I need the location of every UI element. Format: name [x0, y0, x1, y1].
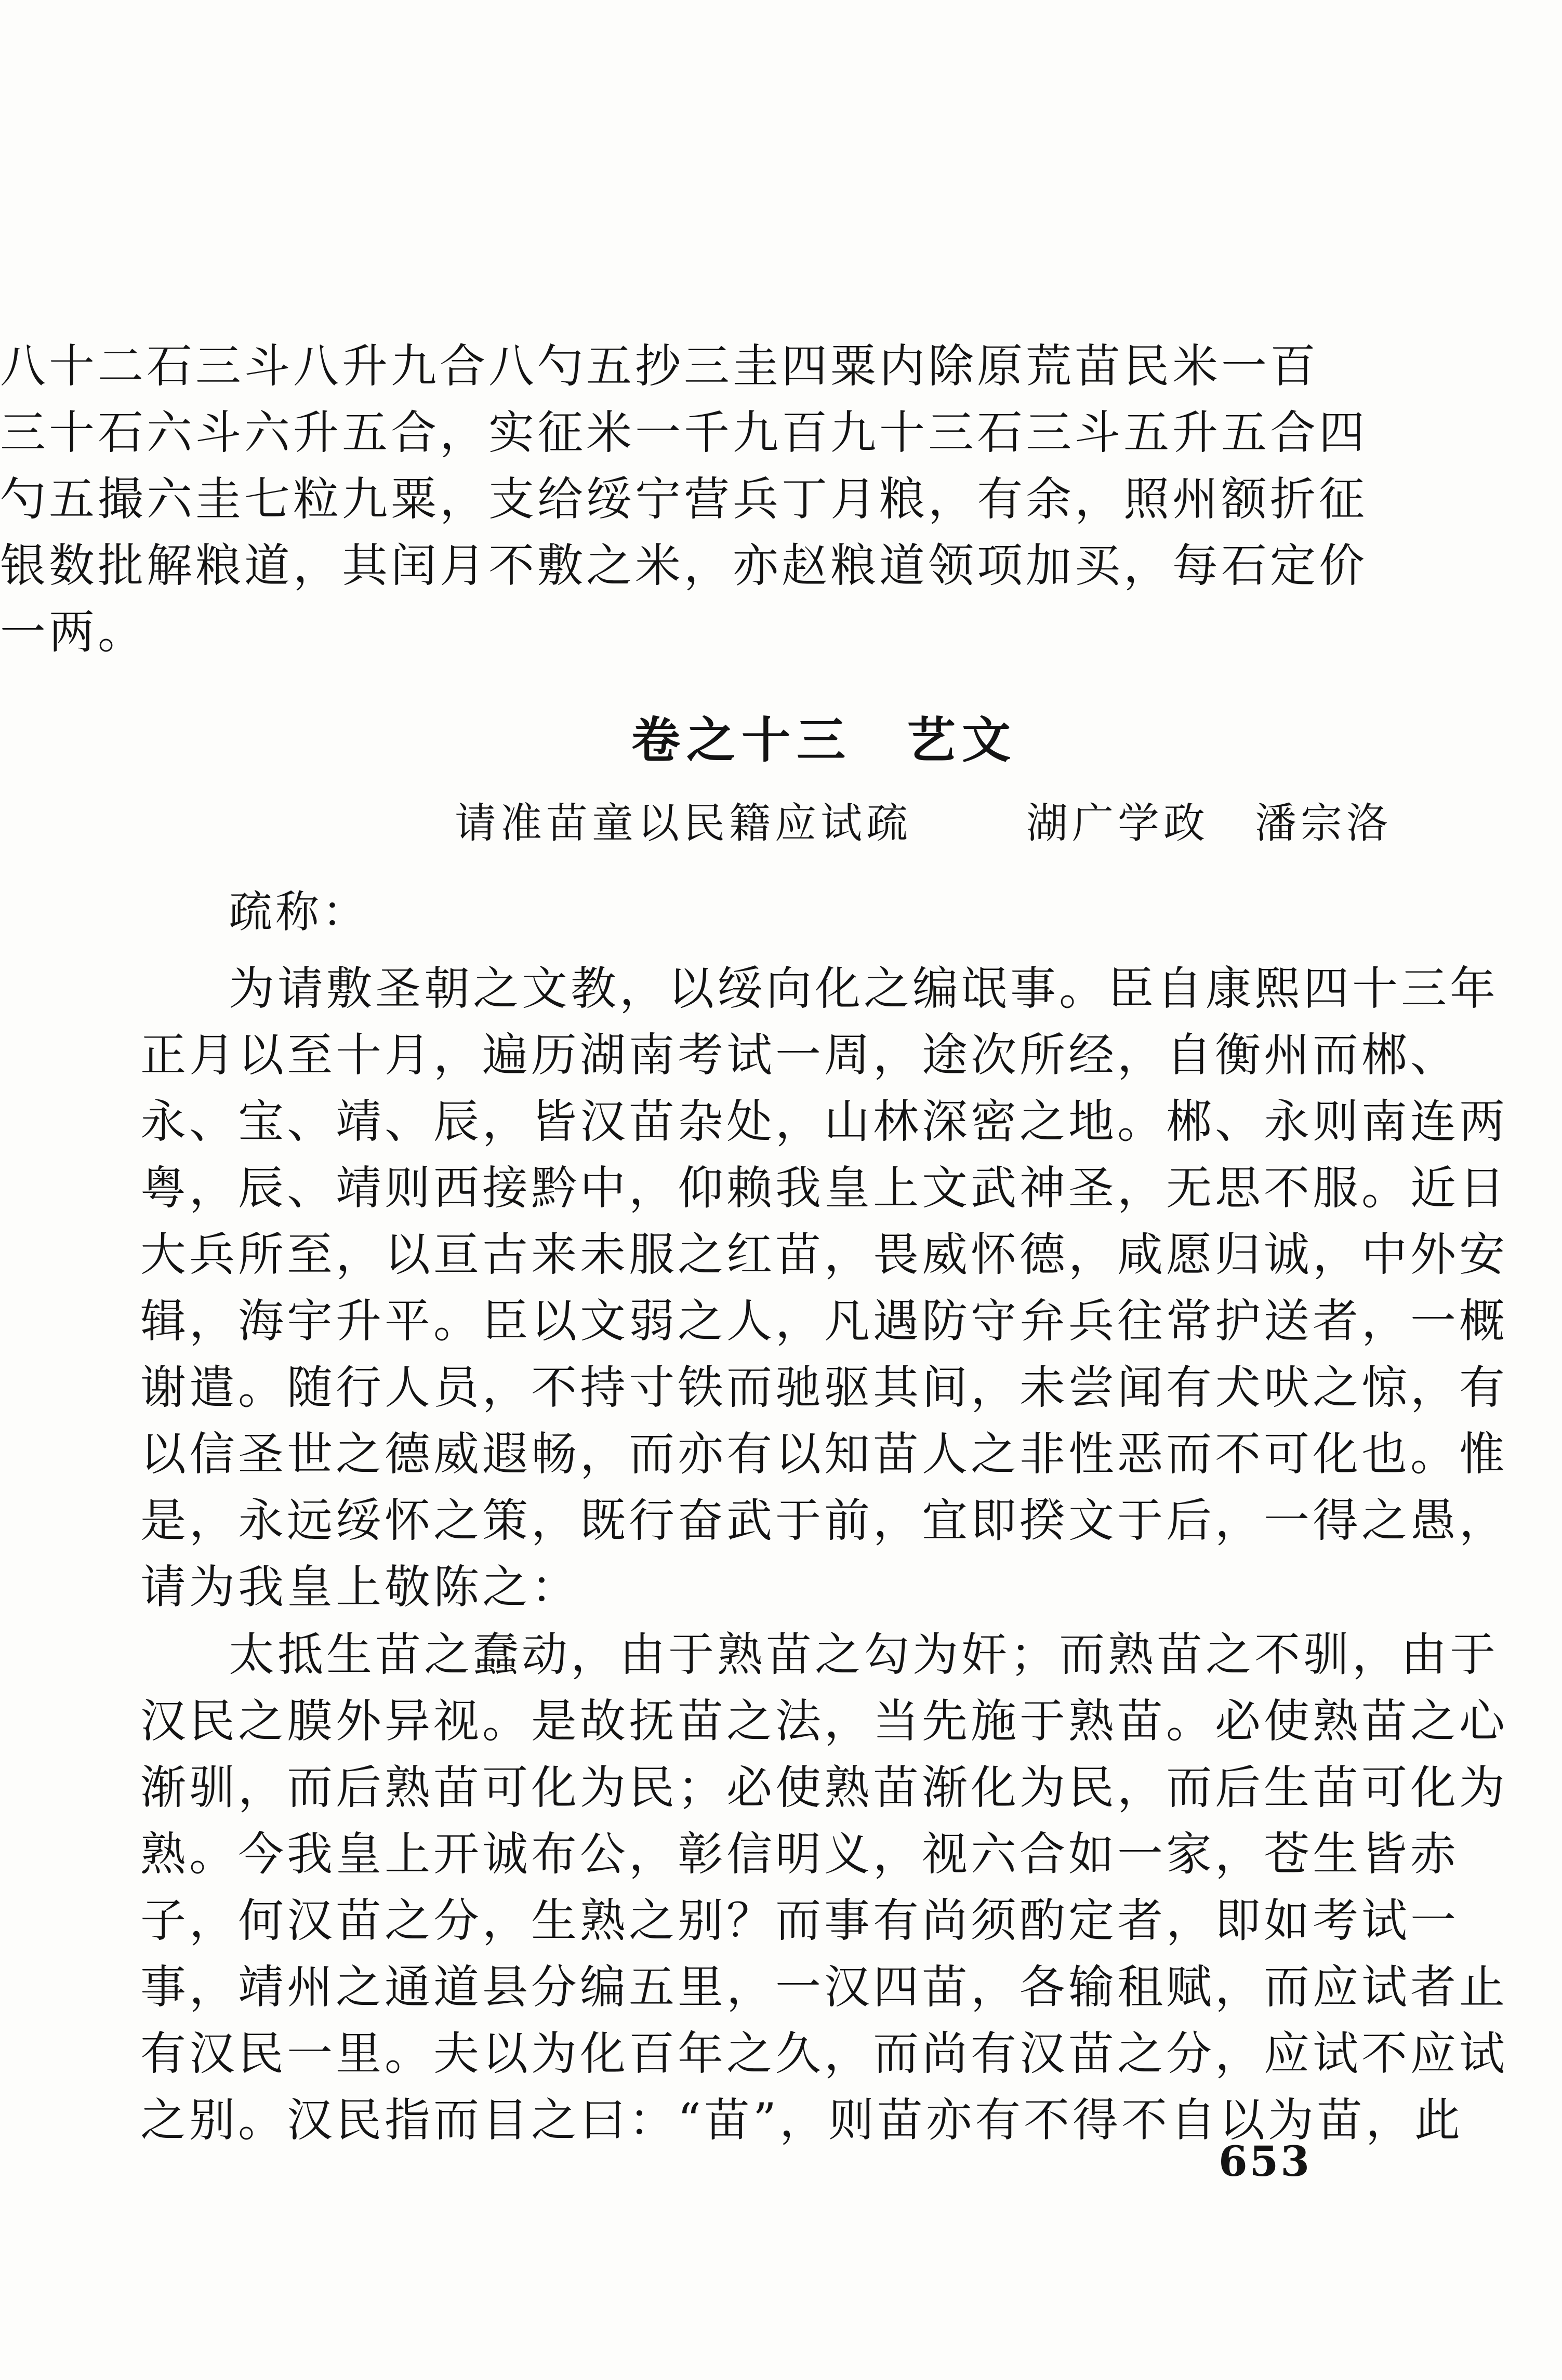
text-line: 谢遣。随行人员，不持寸铁而驰驱其间，未尝闻有犬吠之惊，有 [140, 1361, 1508, 1414]
text-line: 粤，辰、靖则西接黔中，仰赖我皇上文武神圣，无思不服。近日 [140, 1161, 1508, 1215]
text-line: 请为我皇上敬陈之： [140, 1560, 580, 1614]
text-line: 八十二石三斗八升九合八勺五抄三圭四粟内除原荒苗民米一百 [0, 339, 1319, 393]
text-line: 熟。今我皇上开诚布公，彰信明义，视六合如一家，苍生皆赤 [140, 1827, 1460, 1881]
section-title: 卷之十三 艺文 [631, 712, 1017, 769]
text-line: 之别。汉民指而目之曰：“苗”，则苗亦有不得不自以为苗，此 [140, 2093, 1463, 2147]
article-title: 请准苗童以民籍应试疏 [455, 799, 912, 847]
text-line: 渐驯，而后熟苗可化为民；必使熟苗渐化为民，而后生苗可化为 [140, 1761, 1508, 1814]
text-line: 永、宝、靖、辰，皆汉苗杂处，山林深密之地。郴、永则南连两 [140, 1095, 1508, 1148]
text-line: 太抵生苗之蠢动，由于熟苗之勾为奸；而熟苗之不驯，由于 [229, 1628, 1499, 1681]
text-line: 为请敷圣朝之文教，以绥向化之编氓事。臣自康熙四十三年 [229, 962, 1499, 1015]
text-line: 有汉民一里。夫以为化百年之久，而尚有汉苗之分，应试不应试 [140, 2027, 1508, 2080]
text-line: 辑，海宇升平。臣以文弱之人，凡遇防守弁兵往常护送者，一概 [140, 1294, 1508, 1348]
text-line: 大兵所至，以亘古来未服之红苗，畏威怀德，咸愿归诚，中外安 [140, 1228, 1508, 1281]
text-line: 以信圣世之德威遐畅，而亦有以知苗人之非性恶而不可化也。惟 [140, 1427, 1508, 1481]
text-line: 正月以至十月，遍历湖南考试一周，途次所经，自衡州而郴、 [140, 1028, 1460, 1082]
text-line: 事，靖州之通道县分编五里，一汉四苗，各输租赋，而应试者止 [140, 1960, 1508, 2014]
text-line: 是，永远绥怀之策，既行奋武于前，宜即揆文于后，一得之愚， [140, 1494, 1508, 1547]
text-line: 三十石六斗六升五合，实征米一千九百九十三石三斗五升五合四 [0, 406, 1368, 459]
text-line: 勺五撮六圭七粒九粟，支给绥宁营兵丁月粮，有余，照州额折征 [0, 472, 1368, 526]
memorial-label: 疏称： [229, 886, 369, 937]
text-line: 银数批解粮道，其闰月不敷之米，亦赵粮道领项加买，每石定价 [0, 539, 1368, 592]
page-number: 653 [1219, 2137, 1312, 2186]
text-line: 一两。 [0, 605, 147, 659]
text-line: 汉民之膜外异视。是故抚苗之法，当先施于熟苗。必使熟苗之心 [140, 1694, 1508, 1748]
article-author: 湖广学政 潘宗洛 [1026, 799, 1392, 847]
text-line: 子，何汉苗之分，生熟之别？而事有尚须酌定者，即如考试一 [140, 1894, 1460, 1947]
